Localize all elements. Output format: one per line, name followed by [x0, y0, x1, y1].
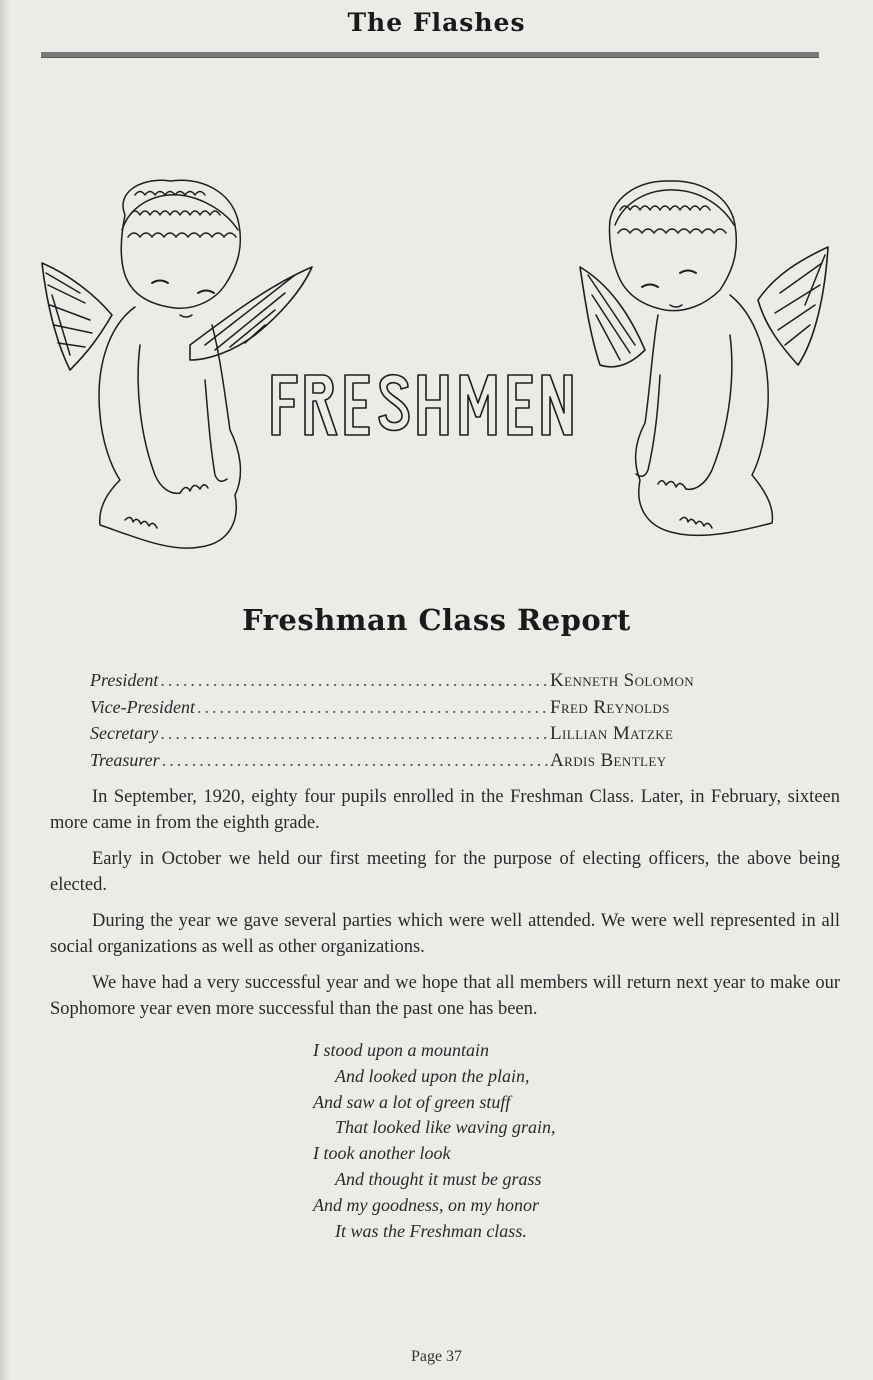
- officer-name: Fred Reynolds: [550, 696, 670, 718]
- officer-row: [90, 723, 750, 750]
- left-cherub-figure: [42, 180, 312, 548]
- officer-row: [90, 697, 750, 724]
- officer-role: Vice-President: [90, 696, 195, 717]
- poem-line: And thought it must be grass: [335, 1168, 542, 1189]
- officer-role: Treasurer: [90, 749, 160, 770]
- poem-line: And my goodness, on my honor: [313, 1194, 539, 1215]
- poem-line: And saw a lot of green stuff: [313, 1091, 511, 1112]
- poem-line: I stood upon a mountain: [313, 1040, 490, 1060]
- body-paragraph: Early in October we held our first meeting for the purpose of electing officers, the above being elected.: [50, 849, 840, 895]
- body-paragraph: In September, 1920, eighty four pupils enrolled in the Freshman Class. Later, in February, sixteen more came in from the eighth grade.: [50, 787, 840, 833]
- officers-list: [90, 670, 750, 776]
- poem-line: And looked upon the plain,: [335, 1065, 530, 1086]
- dot-leader: [160, 670, 548, 691]
- officer-row: [90, 670, 750, 697]
- poem: [313, 1038, 555, 1244]
- officer-role: Secretary: [90, 723, 159, 743]
- officer-name: Kenneth Solomon: [550, 670, 695, 691]
- body-paragraph: During the year we gave several parties which were well attended. We were well represented in all social organizations as well as other organizations.: [50, 911, 840, 957]
- body-paragraph: We have had a very successful year and we hope that all members will return next year to make our Sophomore year even more successful than the past one has been.: [50, 973, 840, 1019]
- page-number: Page 37: [410, 1348, 463, 1365]
- section-heading: Freshman Class Report: [242, 603, 631, 637]
- dot-leader: [197, 697, 548, 718]
- page-header-title: The Flashes: [347, 8, 526, 37]
- poem-line: It was the Freshman class.: [335, 1220, 527, 1241]
- dot-leader: [160, 723, 548, 744]
- poem-line: That looked like waving grain,: [335, 1117, 556, 1138]
- page-binding-edge: [0, 0, 10, 1380]
- right-cherub-figure: [580, 181, 828, 535]
- officer-row: [90, 750, 750, 777]
- freshmen-illustration: [40, 175, 835, 560]
- dot-leader: [162, 750, 548, 771]
- freshmen-banner-letters: [272, 375, 572, 435]
- officer-name: Ardis Bentley: [550, 749, 667, 771]
- officer-name: Lillian Matzke: [550, 723, 674, 744]
- officer-role: President: [90, 670, 159, 690]
- report-body: [50, 784, 840, 1032]
- poem-line: I took another look: [313, 1143, 451, 1164]
- header-rule: [41, 52, 819, 58]
